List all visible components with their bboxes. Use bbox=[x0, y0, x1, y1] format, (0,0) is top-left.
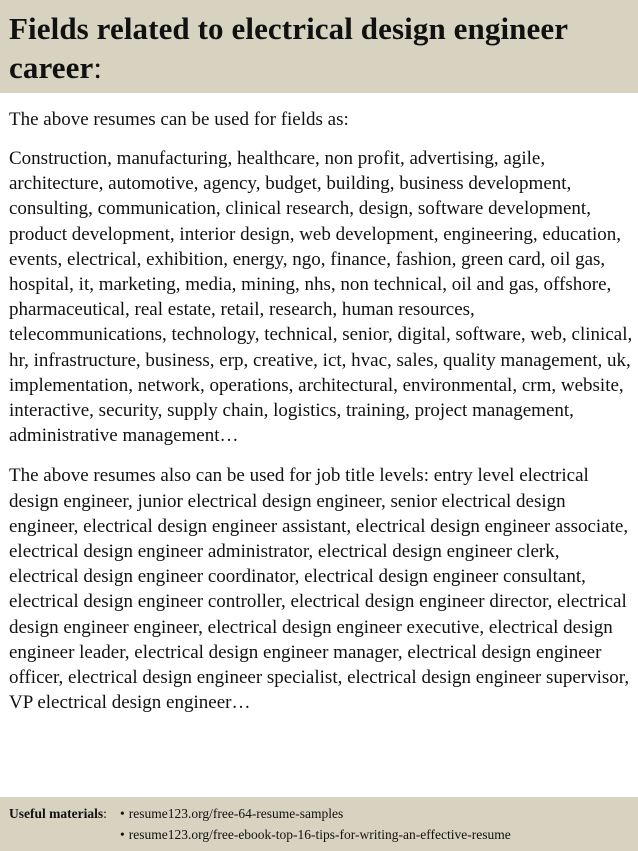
page-title bbox=[9, 9, 630, 87]
footer-band bbox=[0, 797, 638, 851]
intro-text: The above resumes can be used for fields as: bbox=[9, 109, 349, 130]
job-levels-paragraph: The above resumes also can be used for job title levels: entry level electrical design engineer, junior electrical design engineer, senior electrical design engineer, electrical design engineer assistant, electrical design engineer associate, electrical design engineer administrator, electrical design engineer clerk, electrical design engineer coordinator, electrical design engineer consultant, electrical design engineer controller, electrical design engineer director, electrical design engineer engineer, electrical design engineer executive, electrical design engineer leader, electrical design engineer manager, electrical design engineer officer, electrical design engineer specialist, electrical design engineer supervisor, VP electrical design engineer… bbox=[9, 465, 630, 714]
resource-link-1[interactable]: resume123.org/free-64-resume-samples bbox=[128, 806, 344, 821]
useful-materials-label-text: Useful materials bbox=[9, 806, 104, 821]
footer-row-2 bbox=[9, 824, 629, 845]
resource-link-2[interactable]: resume123.org/free-ebook-top-16-tips-for-writing-an-effective-resume bbox=[128, 827, 511, 842]
bullet-icon: • bbox=[120, 827, 125, 842]
bullet-icon: • bbox=[120, 806, 125, 821]
useful-materials-label bbox=[9, 803, 120, 824]
header-band bbox=[0, 0, 638, 93]
page-title-text: Fields related to electrical design engineer career bbox=[9, 11, 568, 85]
useful-materials-colon: : bbox=[103, 806, 107, 821]
footer-row-1 bbox=[9, 803, 629, 824]
page-title-colon: : bbox=[93, 50, 103, 85]
fields-paragraph: Construction, manufacturing, healthcare, non profit, advertising, agile, architecture, automotive, agency, budget, building, business development, consulting, communication, clinical research, design, software development, product development, interior design, web development, engineering, education, events, electrical, exhibition, energy, ngo, finance, fashion, green card, oil gas, hospital, it, marketing, media, mining, nhs, non technical, oil and gas, offshore, pharmaceutical, real estate, retail, research, human resources, telecommunications, technology, technical, senior, digital, software, web, clinical, hr, infrastructure, business, erp, creative, ict, hvac, sales, quality management, uk, implementation, network, operations, architectural, environmental, crm, website, interactive, security, supply chain, logistics, training, project management, administrative management… bbox=[9, 148, 633, 447]
main-content bbox=[9, 107, 633, 715]
